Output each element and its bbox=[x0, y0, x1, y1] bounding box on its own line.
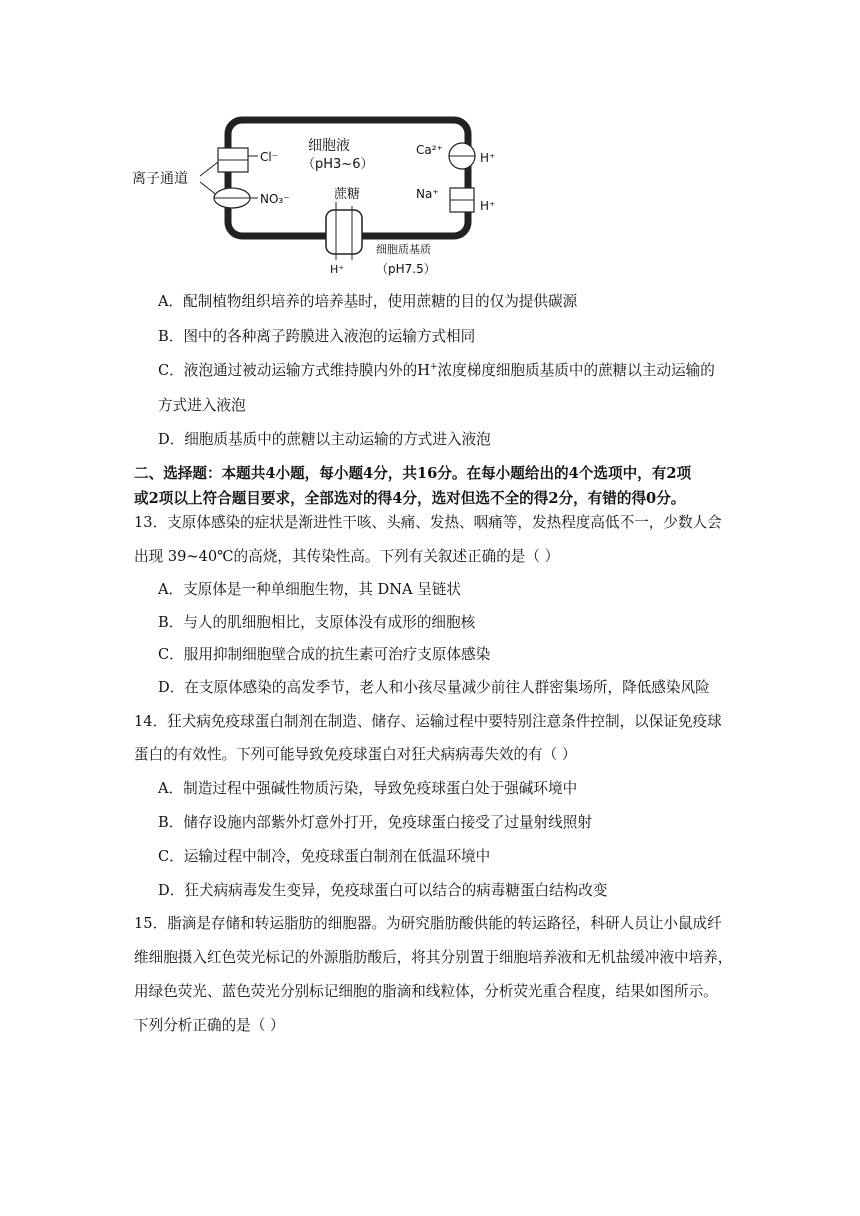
q12-option-c-pre: C．液泡通过被动运输方式维持膜内外的H bbox=[158, 362, 430, 379]
na-ion: Na⁺ bbox=[416, 187, 439, 201]
q13-option-b: B．与人的肌细胞相比，支原体没有成形的细胞核 bbox=[158, 614, 476, 631]
q13-stem-line1: 13．支原体感染的症状是渐进性干咳、头痛、发热、咽痛等，发热程度高低不一，少数人会 bbox=[134, 514, 722, 531]
q14-stem-line2: 蛋白的有效性。下列可能导致免疫球蛋白对狂犬病病毒失效的有（ ） bbox=[134, 746, 577, 763]
section2-heading-line2: 或2项以上符合题目要求，全部选对的得4分，选对但选不全的得2分，有错的得0分。 bbox=[134, 490, 686, 507]
sucrose-transporter bbox=[326, 210, 362, 254]
q13-option-c: C．服用抑制细胞壁合成的抗生素可治疗支原体感染 bbox=[158, 646, 491, 663]
q12-option-a: A．配制植物组织培养的培养基时，使用蔗糖的目的仅为提供碳源 bbox=[158, 293, 578, 310]
vacuole-transport-diagram bbox=[132, 110, 512, 280]
q12-option-c-continued: 方式进入液泡 bbox=[158, 397, 246, 414]
q14-option-a: A．制造过程中强碱性物质污染，导致免疫球蛋白处于强碱环境中 bbox=[158, 780, 578, 797]
h-ion-na: H⁺ bbox=[480, 199, 496, 213]
h-ion-bottom: H⁺ bbox=[330, 263, 345, 276]
q14-stem-line1: 14．狂犬病免疫球蛋白制剂在制造、储存、运输过程中要特别注意条件控制，以保证免疫球 bbox=[134, 713, 722, 730]
section2-heading-line1: 二、选择题：本题共4小题，每小题4分，共16分。在每小题给出的4个选项中，有2项 bbox=[134, 465, 692, 482]
cl-ion: Cl⁻ bbox=[260, 150, 279, 164]
q15-stem-line3: 用绿色荧光、蓝色荧光分别标记细胞的脂滴和线粒体，分析荧光重合程度，结果如图所示。 bbox=[134, 983, 718, 1000]
no3-ion: NO₃⁻ bbox=[260, 192, 290, 206]
vacuole-label: 细胞液 bbox=[308, 138, 350, 154]
q14-option-b: B．储存设施内部紫外灯意外打开，免疫球蛋白接受了过量射线照射 bbox=[158, 814, 592, 831]
q12-option-b: B．图中的各种离子跨膜进入液泡的运输方式相同 bbox=[158, 328, 476, 345]
h-ion-ca: H⁺ bbox=[480, 151, 496, 165]
q12-option-c bbox=[158, 359, 758, 380]
q14-option-d: D．狂犬病病毒发生变异，免疫球蛋白可以结合的病毒糖蛋白结构改变 bbox=[158, 882, 608, 899]
vacuole-ph: （pH3~6） bbox=[302, 157, 374, 172]
cytosol-label: 细胞质基质 bbox=[376, 243, 431, 256]
sucrose-label: 蔗糖 bbox=[334, 187, 361, 202]
q13-option-a: A．支原体是一种单细胞生物，其 DNA 呈链状 bbox=[158, 581, 461, 598]
channel-label: 离子通道 bbox=[132, 171, 188, 187]
q15-stem-line2: 维细胞摄入红色荧光标记的外源脂肪酸后，将其分别置于细胞培养液和无机盐缓冲液中培养， bbox=[134, 949, 733, 966]
q13-stem-line2: 出现 39~40℃的高烧，其传染性高。下列有关叙述正确的是（ ） bbox=[134, 548, 560, 565]
q12-option-d: D．细胞质基质中的蔗糖以主动运输的方式进入液泡 bbox=[158, 431, 491, 448]
q15-stem-line1: 15．脂滴是存储和转运脂肪的细胞器。为研究脂肪酸供能的转运路径，科研人员让小鼠成纤 bbox=[134, 915, 722, 932]
q14-option-c: C．运输过程中制冷，免疫球蛋白制剂在低温环境中 bbox=[158, 848, 491, 865]
cytosol-ph: （pH7.5） bbox=[376, 262, 436, 276]
q13-option-d: D．在支原体感染的高发季节，老人和小孩尽量减少前往人群密集场所，降低感染风险 bbox=[158, 679, 710, 696]
ca-ion: Ca²⁺ bbox=[416, 143, 443, 157]
q12-option-c-post: 浓度梯度细胞质基质中的蔗糖以主动运输的 bbox=[437, 362, 715, 379]
q15-stem-line4: 下列分析正确的是（ ） bbox=[134, 1017, 285, 1034]
q12-option-c-sup: + bbox=[430, 362, 438, 373]
